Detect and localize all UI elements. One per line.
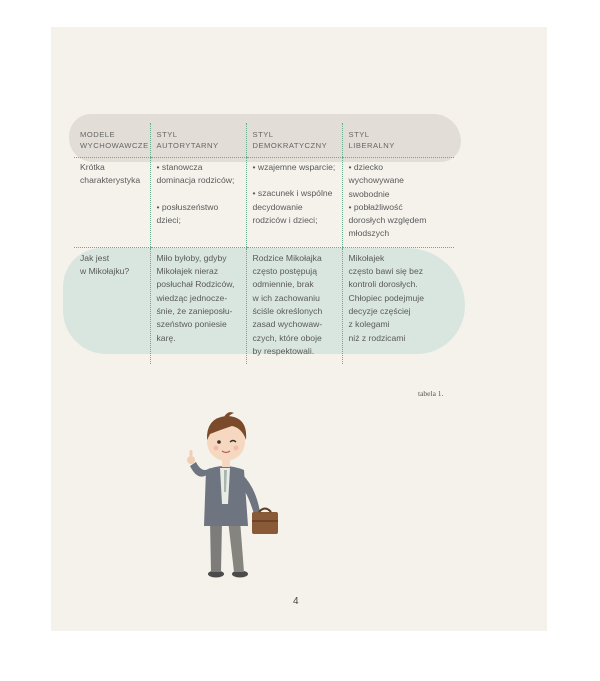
table-cell: Rodzice Mikołajka często postępują odmiennie, brak w ich zachowaniu ściśle określonych zasad wychowaw- czych, które oboje by respektowali.: [246, 247, 342, 364]
header-cell: MODELE WYCHOWAWCZE: [74, 123, 150, 158]
header-cell: STYL AUTORYTARNY: [150, 123, 246, 158]
table-cell: • wzajemne wsparcie; • szacunek i wspólne decydowanie rodziców i dzieci;: [246, 158, 342, 248]
header-cell: STYL DEMOKRATYCZNY: [246, 123, 342, 158]
parenting-styles-table: [74, 123, 454, 364]
table-caption: tabela 1.: [418, 389, 444, 398]
table-row: [74, 247, 454, 364]
table-cell: Mikołajek często bawi się bez kontroli dorosłych. Chłopiec podejmuje decyzje częściej z kolegami niż z rodzicami: [342, 247, 454, 364]
boy-with-briefcase-illustration: [176, 404, 296, 582]
row-label: Jak jest w Mikołajku?: [80, 252, 130, 277]
page-number: 4: [293, 596, 299, 607]
table-row: [74, 158, 454, 248]
table-cell: Miło byłoby, gdyby Mikołajek nieraz posłuchał Rodziców, wiedząc jednocze- śnie, że zanieposłu- szeństwo poniesie karę.: [150, 247, 246, 364]
table-header-row: [74, 123, 454, 158]
table-cell: • dziecko wychowywane swobodnie • pobłażliwość dorosłych względem młodszych: [342, 158, 454, 248]
table-cell: • stanowcza dominacja rodziców; • posłuszeństwo dzieci;: [150, 158, 246, 248]
header-cell: STYL LIBERALNY: [342, 123, 454, 158]
row-label: Krótka charakterystyka: [74, 158, 150, 248]
